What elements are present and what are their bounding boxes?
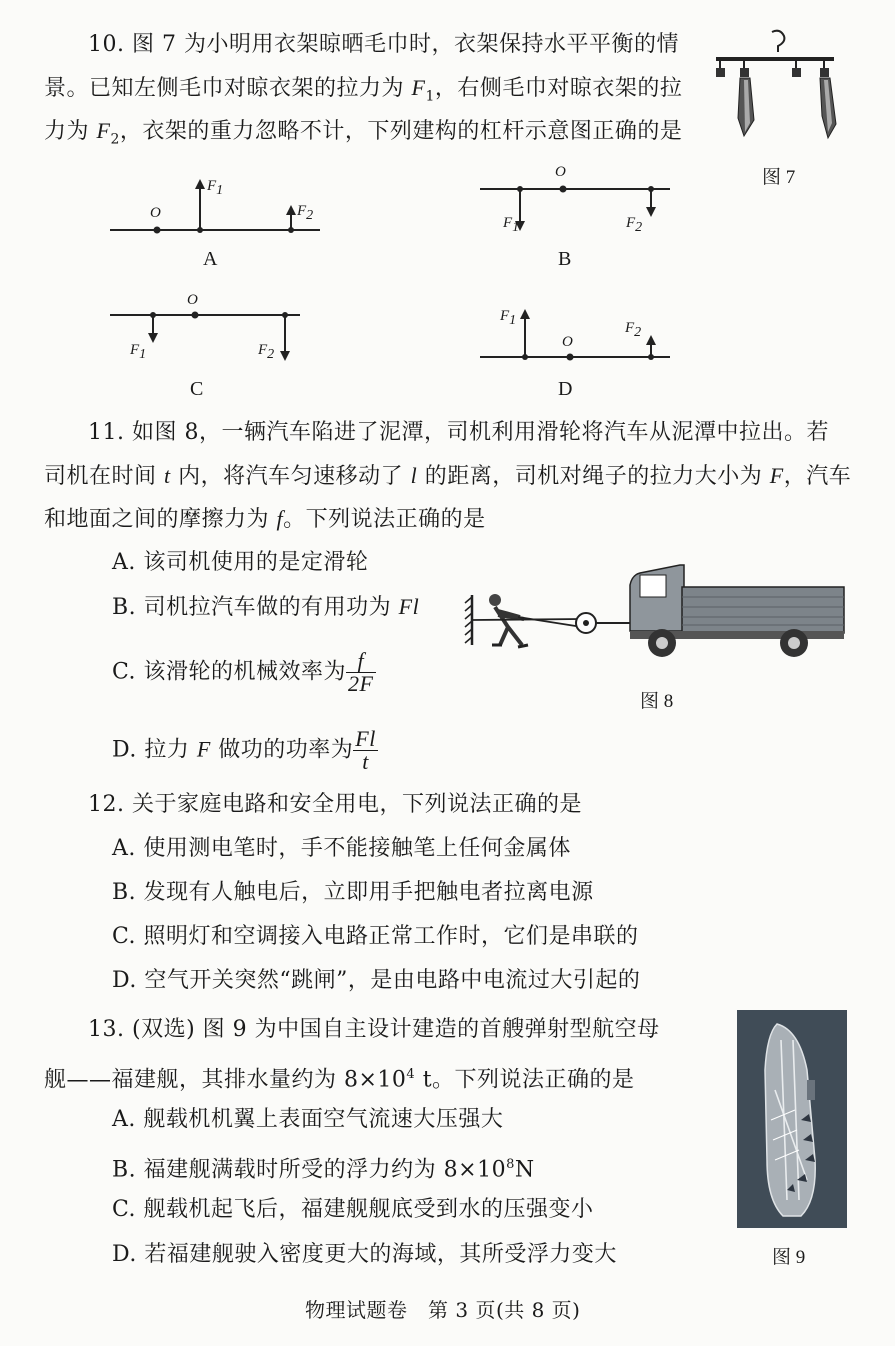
f1-a-text: F bbox=[207, 178, 217, 194]
label-f1-d bbox=[500, 308, 516, 329]
q11-line-3 bbox=[44, 504, 486, 535]
f1-d-sub: 1 bbox=[509, 313, 517, 328]
q12-line-1: 12. 关于家庭电路和安全用电，下列说法正确的是 bbox=[88, 792, 582, 817]
f2-b-text: F bbox=[626, 215, 636, 231]
aircraft-carrier-photo bbox=[737, 1010, 847, 1228]
q10-line-2b: ，右侧毛巾对晾衣架的拉 bbox=[434, 76, 683, 101]
q13-option-a: A. 舰载机机翼上表面空气流速大压强大 bbox=[112, 1107, 504, 1132]
q11-option-c-text: C. 该滑轮的机械效率为 bbox=[112, 659, 347, 685]
option-b-label: B bbox=[558, 248, 572, 270]
option-d-label: D bbox=[558, 378, 573, 400]
q11-option-d-F: F bbox=[196, 736, 211, 762]
f2-a-text: F bbox=[297, 203, 307, 219]
q13-line-1: 13. (双选) 图 9 为中国自主设计建造的首艘弹射型航空母 bbox=[88, 1017, 660, 1042]
q11-line-2d: ，汽车 bbox=[783, 464, 852, 489]
q13-option-b-text: B. 福建舰满载时所受的浮力约为 8×10 bbox=[112, 1157, 507, 1183]
f1-c-sub: 1 bbox=[139, 347, 147, 362]
q11-f: f bbox=[276, 506, 284, 531]
q11-option-d bbox=[112, 728, 378, 773]
q11-option-c-denominator: 2F bbox=[348, 671, 374, 696]
fig7-caption: 图 7 bbox=[762, 167, 796, 188]
hanger-figure bbox=[710, 28, 850, 146]
q11-option-c-numerator: f bbox=[346, 650, 375, 673]
q13-line-2b: t。下列说法正确的是 bbox=[415, 1067, 635, 1093]
q10-line-1: 10. 图 7 为小明用衣架晾晒毛巾时，衣架保持水平平衡的情 bbox=[88, 32, 679, 57]
q10-F2-sub: 2 bbox=[110, 131, 120, 148]
page-footer: 物理试题卷 第 3 页(共 8 页) bbox=[305, 1298, 581, 1322]
q12-option-b: B. 发现有人触电后，立即用手把触电者拉离电源 bbox=[112, 880, 594, 905]
q13-option-b-sup: 8 bbox=[506, 1157, 515, 1172]
label-f1-a bbox=[207, 178, 223, 199]
f2-b-sub: 2 bbox=[635, 220, 643, 235]
q11-line-3b: 。下列说法正确的是 bbox=[283, 507, 486, 532]
f2-d-text: F bbox=[625, 320, 635, 336]
f1-a-sub: 1 bbox=[216, 183, 224, 198]
q11-line-2 bbox=[44, 461, 851, 492]
q10-line-3a: 力为 bbox=[44, 119, 97, 144]
label-o-b: O bbox=[555, 164, 566, 180]
label-o-c: O bbox=[187, 292, 198, 308]
q13-line-2 bbox=[44, 1060, 635, 1095]
fig8-caption: 图 8 bbox=[640, 691, 674, 712]
q12-option-a: A. 使用测电笔时，手不能接触笔上任何金属体 bbox=[112, 836, 571, 861]
q11-F: F bbox=[769, 463, 784, 488]
q11-option-b-math: Fl bbox=[398, 594, 420, 619]
label-o-d: O bbox=[562, 334, 573, 350]
q11-option-c bbox=[112, 650, 376, 695]
q11-l: l bbox=[410, 463, 418, 488]
q13-option-b-unit: N bbox=[514, 1157, 535, 1183]
f1-b-sub: 1 bbox=[512, 220, 520, 235]
q11-line-2b: 内，将汽车匀速移动了 bbox=[170, 464, 411, 489]
q11-line-2c: 的距离，司机对绳子的拉力大小为 bbox=[417, 464, 770, 489]
f2-c-text: F bbox=[258, 342, 268, 358]
q11-line-3a: 和地面之间的摩擦力为 bbox=[44, 507, 277, 532]
f1-b-text: F bbox=[503, 215, 513, 231]
f2-c-sub: 2 bbox=[267, 347, 275, 362]
q11-option-d-fraction bbox=[353, 728, 378, 773]
q11-line-2a: 司机在时间 bbox=[44, 464, 164, 489]
label-f2-d bbox=[625, 320, 641, 341]
q13-option-b bbox=[112, 1150, 535, 1185]
q11-option-c-fraction bbox=[346, 650, 375, 695]
option-c-label: C bbox=[190, 378, 204, 400]
q10-line-3 bbox=[44, 116, 682, 154]
q11-t: t bbox=[164, 463, 171, 488]
q13-line-2-sup: 4 bbox=[406, 1067, 416, 1082]
label-f1-c bbox=[130, 342, 146, 363]
f1-c-text: F bbox=[130, 342, 140, 358]
q12-option-d: D. 空气开关突然“跳闸”，是由电路中电流过大引起的 bbox=[112, 968, 641, 993]
f2-d-sub: 2 bbox=[634, 325, 642, 340]
q11-option-b-text: B. 司机拉汽车做的有用功为 bbox=[112, 595, 399, 620]
q10-F1-symbol: F bbox=[411, 75, 426, 100]
q11-option-d-denominator: t bbox=[362, 749, 369, 774]
f2-a-sub: 2 bbox=[306, 208, 314, 223]
q11-option-b bbox=[112, 592, 419, 623]
label-f2-b bbox=[626, 215, 642, 236]
q10-F1-sub: 1 bbox=[425, 88, 435, 105]
label-f1-b bbox=[503, 215, 519, 236]
q11-option-a: A. 该司机使用的是定滑轮 bbox=[112, 550, 369, 575]
q10-line-2a: 景。已知左侧毛巾对晾衣架的拉力为 bbox=[44, 76, 412, 101]
q13-option-d: D. 若福建舰驶入密度更大的海域，其所受浮力变大 bbox=[112, 1242, 617, 1267]
q10-F2-symbol: F bbox=[96, 118, 111, 143]
label-f2-a bbox=[297, 203, 313, 224]
option-a-label: A bbox=[203, 248, 218, 270]
q11-line-1: 11. 如图 8，一辆汽车陷进了泥潭，司机利用滑轮将汽车从泥潭中拉出。若 bbox=[88, 420, 829, 445]
q10-line-2 bbox=[44, 73, 682, 111]
q13-option-c: C. 舰载机起飞后，福建舰舰底受到水的压强变小 bbox=[112, 1197, 594, 1222]
q11-option-d-mid: 做功的功率为 bbox=[210, 737, 354, 763]
q10-line-3b: ，衣架的重力忽略不计，下列建构的杠杆示意图正确的是 bbox=[119, 119, 683, 144]
fig9-caption: 图 9 bbox=[772, 1247, 806, 1268]
q11-option-d-text: D. 拉力 bbox=[112, 737, 197, 763]
q12-option-c: C. 照明灯和空调接入电路正常工作时，它们是串联的 bbox=[112, 924, 639, 949]
label-o-a: O bbox=[150, 205, 161, 221]
label-f2-c bbox=[258, 342, 274, 363]
q11-option-d-numerator: Fl bbox=[355, 726, 376, 751]
q13-line-2a: 舰——福建舰，其排水量约为 8×10 bbox=[44, 1067, 407, 1093]
f1-d-text: F bbox=[500, 308, 510, 324]
truck-pulley-figure bbox=[462, 545, 852, 670]
